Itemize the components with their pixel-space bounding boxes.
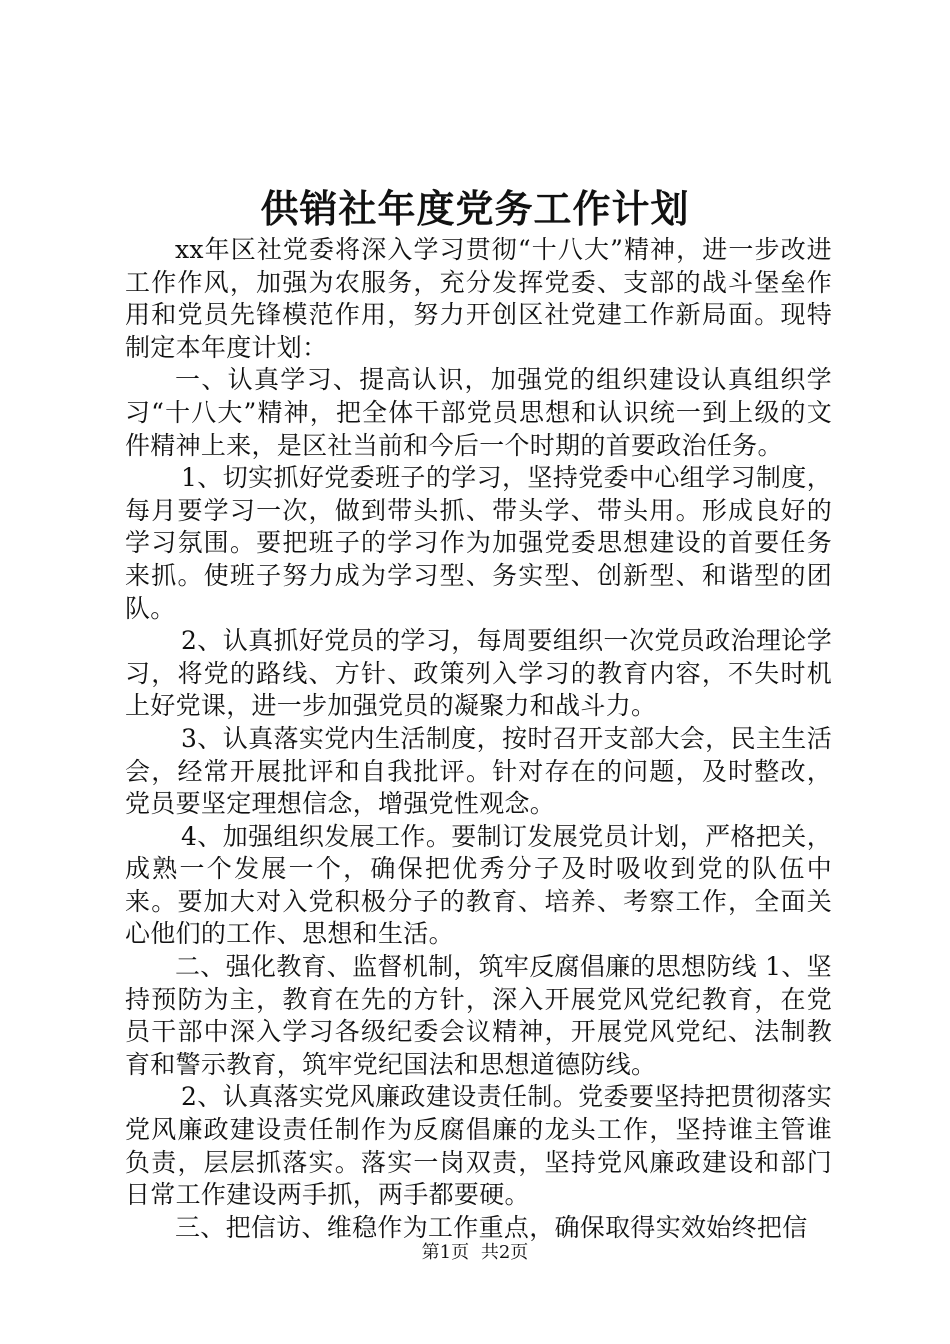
page-number: 第1页 — [421, 1242, 470, 1263]
document-title: 供销社年度党务工作计划 — [260, 186, 690, 231]
document-body — [125, 234, 832, 1244]
page-footer — [0, 1241, 950, 1265]
paragraph-section-2: 二、强化教育、监督机制，筑牢反腐倡廉的思想防线 1、坚持预防为主，教育在先的方针，深入开展党风党纪教育，在党员干部中深入学习各级纪委会议精神，开展党风党纪、法制教育和警示教育，筑牢党纪国法和思想道德防线。 — [125, 952, 832, 1079]
paragraph-section-3: 三、把信访、维稳作为工作重点，确保取得实效始终把信 — [175, 1212, 808, 1242]
paragraph-item-1-4: 4、加强组织发展工作。要制订发展党员计划，严格把关，成熟一个发展一个，确保把优秀分子及时吸收到党的队伍中来。要加大对入党积极分子的教育、培养、考察工作，全面关心他们的工作、思想和生活。 — [125, 821, 832, 949]
paragraph-item-1-3: 3、认真落实党内生活制度，按时召开支部大会，民主生活会，经常开展批评和自我批评。针对存在的问题，及时整改，党员要坚定理想信念，增强党性观念。 — [125, 723, 832, 819]
paragraph-section-1: 一、认真学习、提高认识，加强党的组织建设认真组织学习“十八大”精神，把全体干部党员思想和认识统一到上级的文件精神上来，是区社当前和今后一个时期的首要政治任务。 — [125, 365, 832, 460]
paragraph-item-1-1: 1、切实抓好党委班子的学习，坚持党委中心组学习制度，每月要学习一次，做到带头抓、带头学、带头用。形成良好的学习氛围。要把班子的学习作为加强党委思想建设的首要任务来抓。使班子努力成为学习型、务实型、创新型、和谐型的团队。 — [125, 463, 832, 623]
paragraph-item-2-2: 2、认真落实党风廉政建设责任制。党委要坚持把贯彻落实党风廉政建设责任制作为反腐倡廉的龙头工作，坚持谁主管谁负责，层层抓落实。落实一岗双责，坚持党风廉政建设和部门日常工作建设两手抓，两手都要硬。 — [125, 1082, 832, 1210]
paragraph-item-1-2: 2、认真抓好党员的学习，每周要组织一次党员政治理论学习，将党的路线、方针、政策列入学习的教育内容，不失时机上好党课，进一步加强党员的凝聚力和战斗力。 — [125, 626, 832, 721]
page-total: 共2页 — [480, 1242, 529, 1263]
paragraph-intro: xx年区社党委将深入学习贯彻“十八大”精神，进一步改进工作作风，加强为农服务，充分发挥党委、支部的战斗堡垒作用和党员先锋模范作用，努力开创区社党建工作新局面。现特制定本年度计划： — [125, 235, 832, 362]
